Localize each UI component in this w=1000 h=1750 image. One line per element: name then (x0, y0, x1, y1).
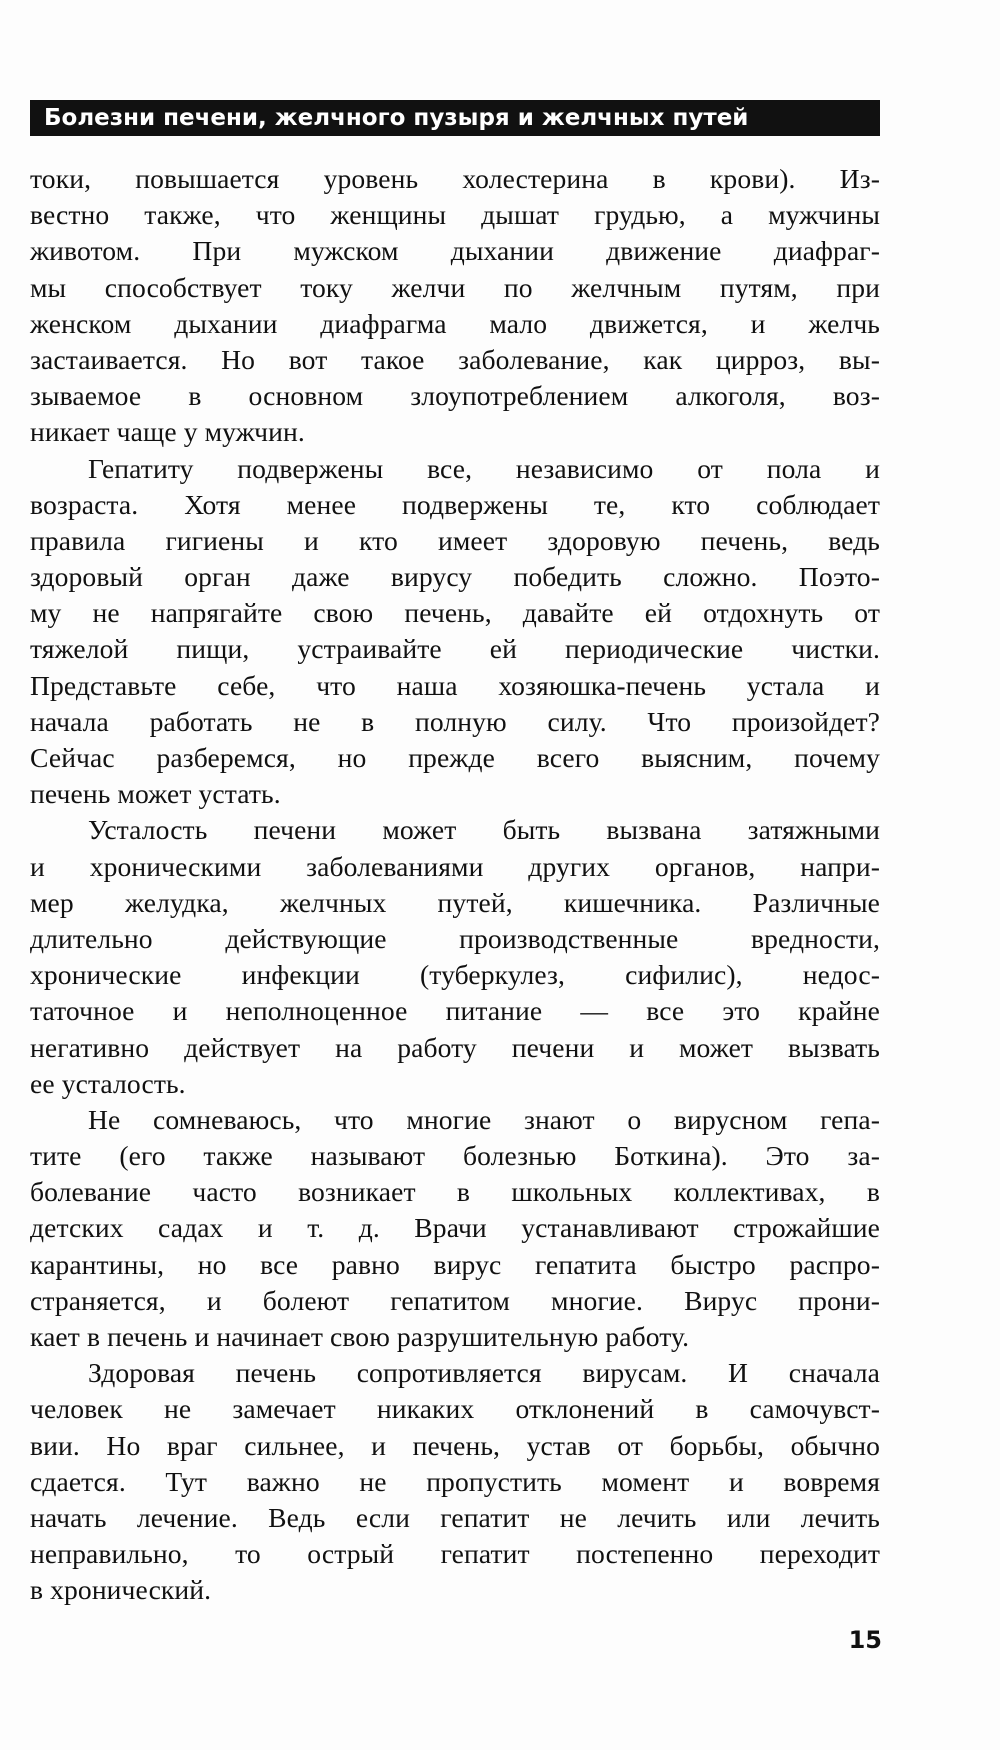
text-line: Сейчас разберемся, но прежде всего выясним, почему (30, 742, 880, 773)
text-line: негативно действует на работу печени и может вызвать (30, 1031, 880, 1063)
text-line: неправильно, то острый гепатит постепенно переходит (30, 1538, 880, 1570)
text-line: женском дыхании диафрагма мало движется, и желчь (30, 307, 880, 339)
text-line: ее усталость. (30, 1067, 186, 1099)
text-line: длительно действующие производственные вредности, (30, 922, 880, 954)
text-line: зываемое в основном злоупотреблением алкоголя, воз- (30, 380, 880, 412)
text-line: Здоровая печень сопротивляется вирусам. И сначала (88, 1357, 880, 1389)
text-line: животом. При мужском дыхании движение диафраг- (30, 235, 880, 267)
text-line: страняется, и болеют гепатитом многие. Вирус прони- (30, 1284, 880, 1316)
text-line: Гепатиту подвержены все, независимо от пола и (88, 452, 880, 484)
paragraph (30, 812, 880, 1102)
text-line: человек не замечает никаких отклонений в самочувст- (30, 1393, 880, 1425)
text-line: му не напрягайте свою печень, давайте ей отдохнуть от (30, 597, 880, 629)
text-line: токи, повышается уровень холестерина в крови). Из- (30, 163, 880, 194)
paragraph (30, 451, 880, 813)
text-line: здоровый орган даже вирусу победить сложно. Поэто- (30, 561, 880, 593)
text-line: детских садах и т. д. Врачи устанавливают строжайшие (30, 1212, 880, 1244)
paragraph (30, 1102, 880, 1355)
text-line: тите (его также называют болезнью Боткина). Это за- (30, 1140, 880, 1172)
text-line: печень может устать. (30, 778, 281, 810)
page-number: 15 (848, 1626, 882, 1654)
text-line: карантины, но все равно вирус гепатита быстро распро- (30, 1248, 880, 1280)
running-head: Болезни печени, желчного пузыря и желчных путей (30, 100, 880, 136)
text-line: застаивается. Но вот такое заболевание, как цирроз, вы- (30, 343, 880, 375)
paragraph (30, 161, 880, 451)
text-line: никает чаще у мужчин. (30, 416, 305, 448)
text-line: Усталость печени может быть вызвана затяжными (88, 814, 880, 846)
text-line: болевание часто возникает в школьных коллективах, в (30, 1176, 880, 1208)
text-line: возраста. Хотя менее подвержены те, кто соблюдает (30, 488, 880, 520)
text-line: в хронический. (30, 1574, 212, 1606)
body-text (30, 161, 880, 1609)
text-line: и хроническими заболеваниями других органов, напри- (30, 850, 880, 882)
text-line: мы способствует току желчи по желчным путям, при (30, 271, 880, 303)
text-line: начать лечение. Ведь если гепатит не лечить или лечить (30, 1501, 880, 1533)
text-line: правила гигиены и кто имеет здоровую печень, ведь (30, 524, 880, 556)
text-line: таточное и неполноценное питание — все это крайне (30, 995, 880, 1027)
text-line: вии. Но враг сильнее, и печень, устав от борьбы, обычно (30, 1429, 880, 1461)
text-line: Не сомневаюсь, что многие знают о вирусном гепа- (88, 1103, 880, 1135)
text-line: Представьте себе, что наша хозяюшка-печень устала и (30, 669, 880, 701)
text-line: кает в печень и начинает свою разрушительную работу. (30, 1321, 690, 1352)
text-line: хронические инфекции (туберкулез, сифилис), недос- (30, 959, 880, 991)
text-line: мер желудка, желчных путей, кишечника. Различные (30, 886, 880, 918)
text-line: сдается. Тут важно не пропустить момент и вовремя (30, 1465, 880, 1497)
paragraph (30, 1355, 880, 1608)
text-line: вестно также, что женщины дышат грудью, а мужчины (30, 199, 880, 231)
text-line: тяжелой пищи, устраивайте ей периодические чистки. (30, 633, 880, 665)
text-line: начала работать не в полную силу. Что произойдет? (30, 705, 880, 737)
